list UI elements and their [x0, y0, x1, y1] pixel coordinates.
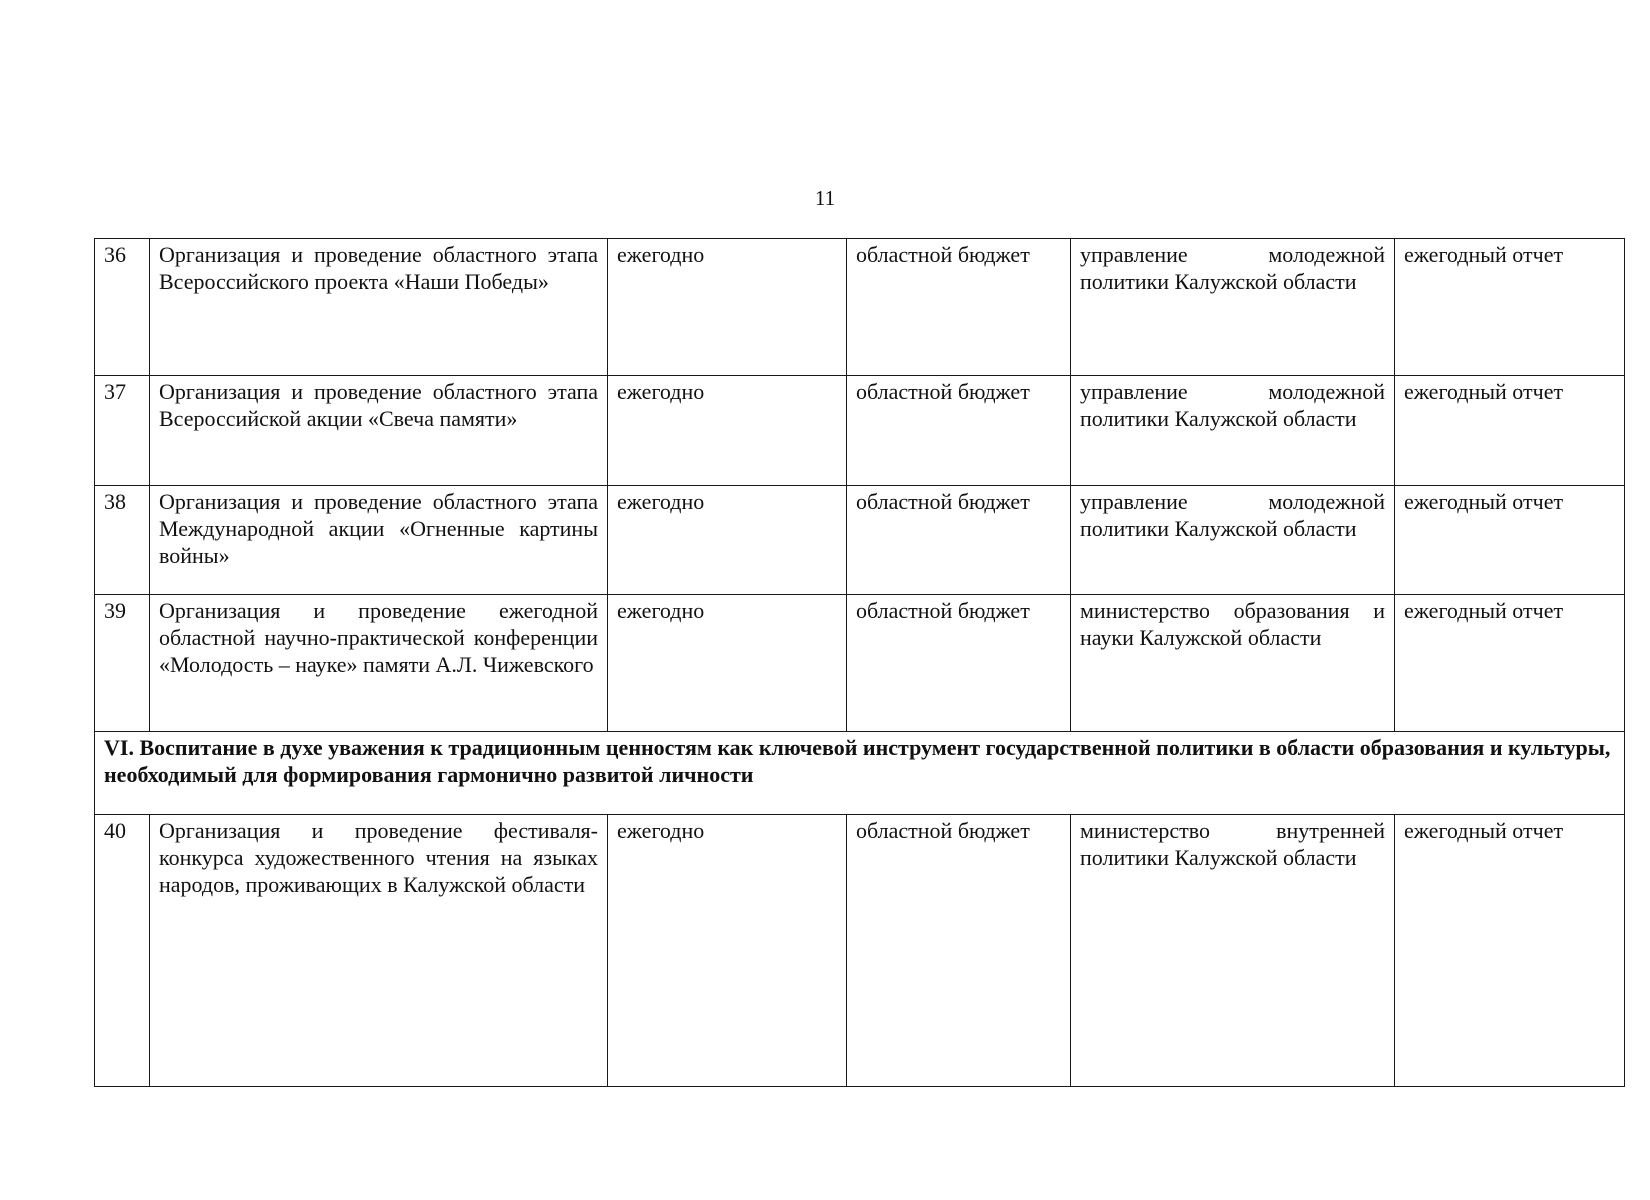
event-period: ежегодно [608, 376, 847, 486]
executor: управление молодежной политики Калужской области [1071, 376, 1395, 486]
table-row [95, 486, 1625, 595]
event-period: ежегодно [608, 239, 847, 376]
event-period: ежегодно [608, 595, 847, 732]
expected-result: ежегодный отчет [1395, 595, 1625, 732]
funding-source: областной бюджет [847, 815, 1071, 1087]
expected-result: ежегодный отчет [1395, 815, 1625, 1087]
row-number: 36 [95, 239, 150, 376]
expected-result: ежегодный отчет [1395, 486, 1625, 595]
event-name: Организация и проведение областного этапа Международной акции «Огненные картины войны» [150, 486, 608, 595]
executor: министерство внутренней политики Калужской области [1071, 815, 1395, 1087]
table-row [95, 815, 1625, 1087]
event-period: ежегодно [608, 815, 847, 1087]
row-number: 37 [95, 376, 150, 486]
expected-result: ежегодный отчет [1395, 239, 1625, 376]
row-number: 40 [95, 815, 150, 1087]
event-name: Организация и проведение областного этапа Всероссийской акции «Свеча памяти» [150, 376, 608, 486]
row-number: 38 [95, 486, 150, 595]
section-row [95, 732, 1625, 815]
funding-source: областной бюджет [847, 486, 1071, 595]
expected-result: ежегодный отчет [1395, 376, 1625, 486]
page-number: 11 [814, 186, 836, 210]
table-row [95, 376, 1625, 486]
table-row [95, 239, 1625, 376]
section-heading: VI. Воспитание в духе уважения к традиционным ценностям как ключевой инструмент государственной политики в области образования и культуры, необходимый для формирования гармонично развитой личности [95, 732, 1625, 815]
executor: министерство образования и науки Калужской области [1071, 595, 1395, 732]
executor: управление молодежной политики Калужской области [1071, 239, 1395, 376]
event-name: Организация и проведение ежегодной областной научно-практической конференции «Молодость – науке» памяти А.Л. Чижевского [150, 595, 608, 732]
event-period: ежегодно [608, 486, 847, 595]
executor: управление молодежной политики Калужской области [1071, 486, 1395, 595]
row-number: 39 [95, 595, 150, 732]
funding-source: областной бюджет [847, 239, 1071, 376]
plan-table [94, 238, 1625, 1087]
event-name: Организация и проведение областного этапа Всероссийского проекта «Наши Победы» [150, 239, 608, 376]
event-name: Организация и проведение фестиваля-конкурса художественного чтения на языках народов, проживающих в Калужской области [150, 815, 608, 1087]
funding-source: областной бюджет [847, 595, 1071, 732]
funding-source: областной бюджет [847, 376, 1071, 486]
table-row [95, 595, 1625, 732]
